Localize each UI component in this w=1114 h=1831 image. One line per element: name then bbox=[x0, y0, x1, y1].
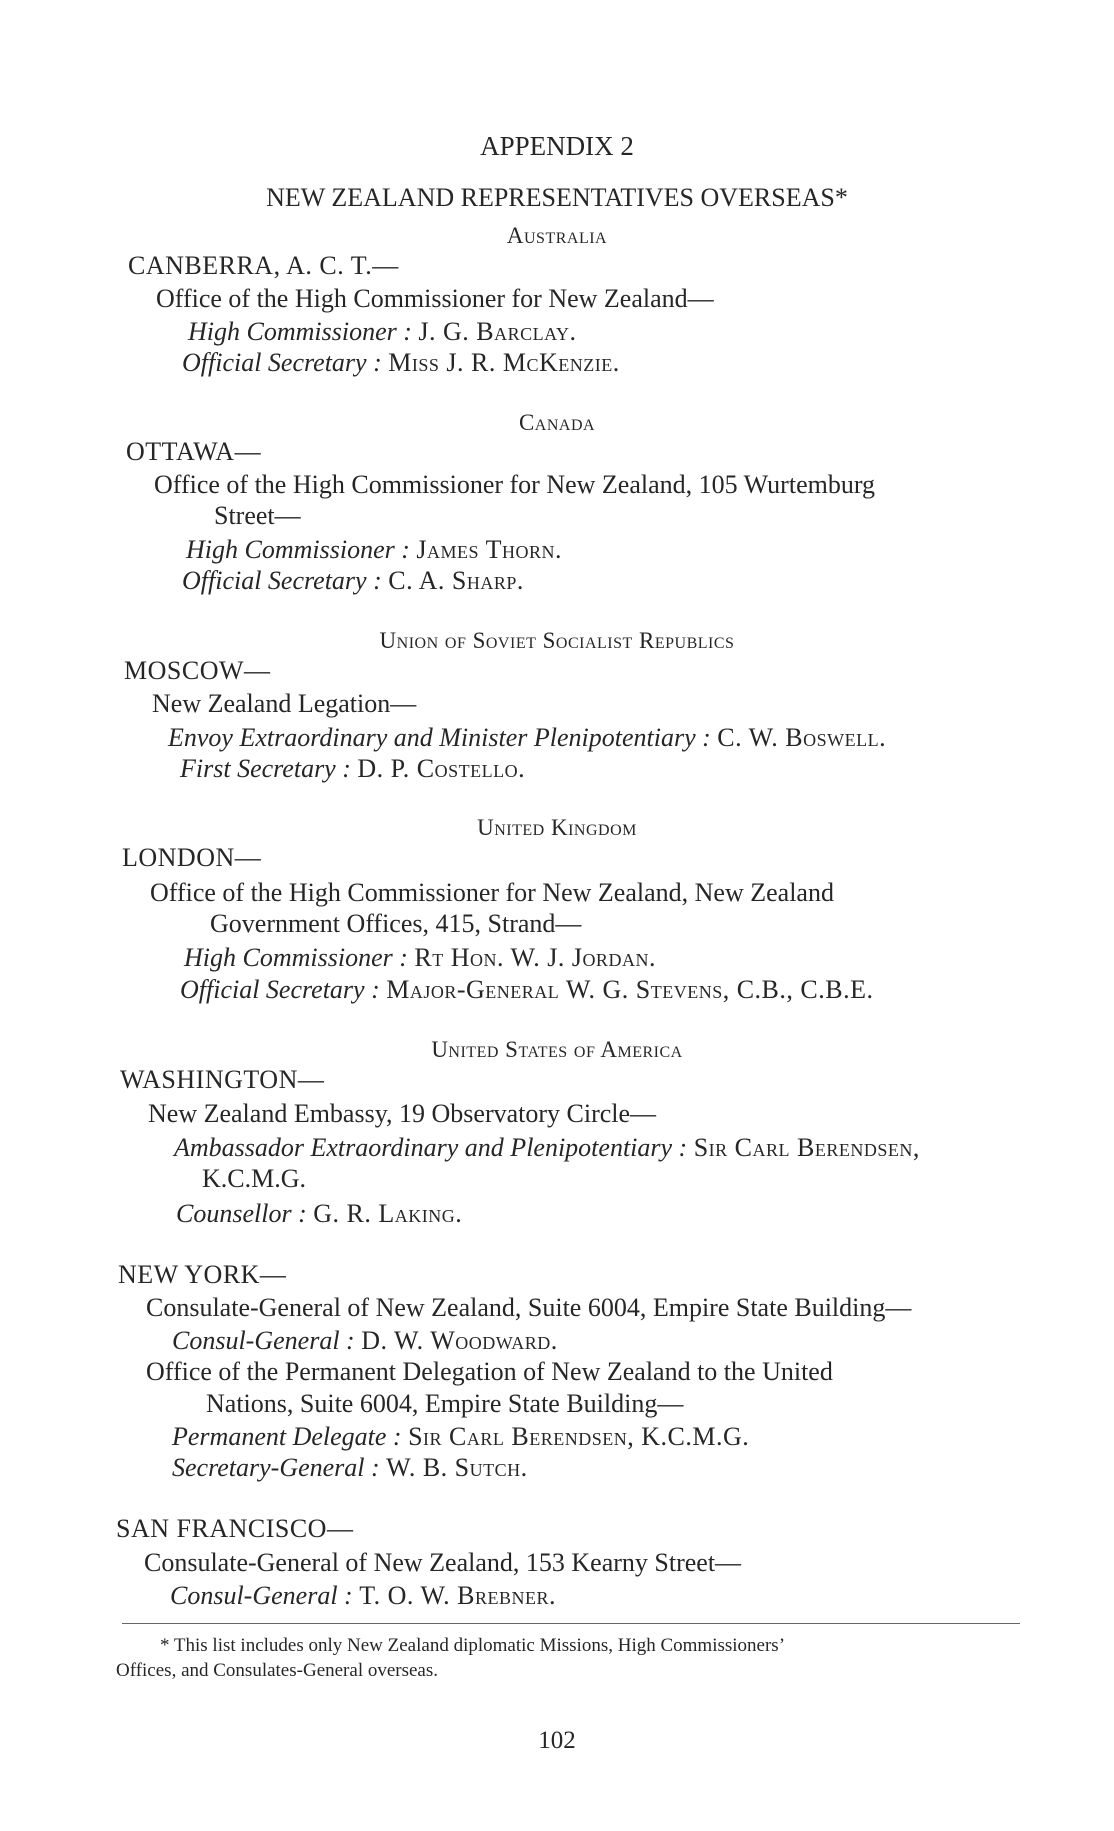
role-label: Ambassador Extraordinary and Plenipotentiary : bbox=[174, 1133, 688, 1162]
office-london-line1: Office of the High Commissioner for New Zealand, New Zealand bbox=[150, 878, 834, 907]
section-heading-ussr: Union of Soviet Socialist Republics bbox=[379, 628, 735, 653]
new-york-secretary-general bbox=[172, 1453, 528, 1483]
role-label: First Secretary : bbox=[180, 754, 351, 783]
city-san-francisco: SAN FRANCISCO— bbox=[116, 1514, 354, 1543]
person-name: D. W. Woodward. bbox=[361, 1326, 558, 1355]
ottawa-official-secretary bbox=[182, 566, 524, 596]
person-name: Sir Carl Berendsen, bbox=[693, 1133, 920, 1162]
new-york-permanent-delegate bbox=[172, 1422, 749, 1452]
role-label: High Commissioner : bbox=[184, 943, 408, 972]
office-new-york-delegation-line2: Nations, Suite 6004, Empire State Building— bbox=[206, 1389, 684, 1418]
canberra-high-commissioner bbox=[188, 317, 577, 347]
london-official-secretary bbox=[180, 975, 873, 1005]
section-heading-uk: United Kingdom bbox=[477, 815, 637, 840]
office-london-line2: Government Offices, 415, Strand— bbox=[210, 909, 582, 938]
office-washington: New Zealand Embassy, 19 Observatory Circle— bbox=[148, 1099, 657, 1128]
role-label: Official Secretary : bbox=[182, 566, 382, 595]
city-london: LONDON— bbox=[122, 843, 262, 872]
role-label: High Commissioner : bbox=[186, 535, 410, 564]
person-name: Major-General W. G. Stevens, C.B., C.B.E. bbox=[386, 975, 874, 1004]
role-label: High Commissioner : bbox=[188, 317, 412, 346]
role-label: Counsellor : bbox=[176, 1199, 307, 1228]
role-label: Consul-General : bbox=[170, 1581, 353, 1610]
washington-ambassador bbox=[174, 1133, 920, 1163]
person-name: Sir Carl Berendsen, K.C.M.G. bbox=[408, 1422, 750, 1451]
ottawa-high-commissioner bbox=[186, 535, 562, 565]
person-name: G. R. Laking. bbox=[313, 1199, 463, 1228]
person-name: Miss J. R. McKenzie. bbox=[388, 348, 620, 377]
person-name: James Thorn. bbox=[416, 535, 562, 564]
office-new-york-consulate: Consulate-General of New Zealand, Suite 6004, Empire State Building— bbox=[146, 1293, 912, 1322]
office-ottawa-line1: Office of the High Commissioner for New Zealand, 105 Wurtemburg bbox=[154, 470, 876, 499]
role-label: Envoy Extraordinary and Minister Plenipotentiary : bbox=[168, 723, 711, 752]
page-number: 102 bbox=[538, 1727, 576, 1754]
person-name: W. B. Sutch. bbox=[386, 1453, 528, 1482]
washington-ambassador-honours: K.C.M.G. bbox=[202, 1164, 307, 1193]
new-york-consul-general bbox=[172, 1326, 558, 1356]
role-label: Secretary-General : bbox=[172, 1453, 380, 1482]
person-name: C. A. Sharp. bbox=[388, 566, 524, 595]
section-heading-canada: Canada bbox=[518, 410, 596, 435]
city-washington: WASHINGTON— bbox=[120, 1065, 325, 1094]
person-name: C. W. Boswell. bbox=[717, 723, 887, 752]
main-heading: NEW ZEALAND REPRESENTATIVES OVERSEAS* bbox=[266, 183, 848, 212]
role-label: Permanent Delegate : bbox=[172, 1422, 402, 1451]
section-heading-australia: Australia bbox=[506, 223, 608, 248]
role-label: Official Secretary : bbox=[180, 975, 380, 1004]
city-canberra: CANBERRA, A. C. T.— bbox=[128, 251, 399, 280]
footnote-line2: Offices, and Consulates-General overseas. bbox=[116, 1660, 439, 1681]
office-ottawa-line2: Street— bbox=[214, 501, 301, 530]
role-label: Official Secretary : bbox=[182, 348, 382, 377]
office-moscow: New Zealand Legation— bbox=[152, 689, 417, 718]
person-name: D. P. Costello. bbox=[357, 754, 526, 783]
office-canberra: Office of the High Commissioner for New Zealand— bbox=[156, 284, 714, 313]
washington-counsellor bbox=[176, 1199, 462, 1229]
appendix-title: APPENDIX 2 bbox=[480, 131, 634, 161]
office-new-york-delegation-line1: Office of the Permanent Delegation of New Zealand to the United bbox=[146, 1357, 833, 1386]
person-name: T. O. W. Brebner. bbox=[359, 1581, 556, 1610]
footnote-rule bbox=[122, 1623, 1020, 1624]
san-francisco-consul-general bbox=[170, 1581, 556, 1611]
moscow-envoy bbox=[168, 723, 886, 753]
city-new-york: NEW YORK— bbox=[118, 1260, 287, 1289]
role-label: Consul-General : bbox=[172, 1326, 355, 1355]
section-heading-usa: United States of America bbox=[431, 1037, 683, 1062]
london-high-commissioner bbox=[184, 943, 656, 973]
canberra-official-secretary bbox=[182, 348, 620, 378]
city-moscow: MOSCOW— bbox=[124, 656, 271, 685]
person-name: J. G. Barclay. bbox=[418, 317, 577, 346]
footnote-line1: * This list includes only New Zealand diplomatic Missions, High Commissioners’ bbox=[160, 1635, 786, 1656]
office-san-francisco: Consulate-General of New Zealand, 153 Kearny Street— bbox=[144, 1548, 742, 1577]
person-name: Rt Hon. W. J. Jordan. bbox=[414, 943, 656, 972]
moscow-first-secretary bbox=[180, 754, 525, 784]
city-ottawa: OTTAWA— bbox=[126, 437, 262, 466]
